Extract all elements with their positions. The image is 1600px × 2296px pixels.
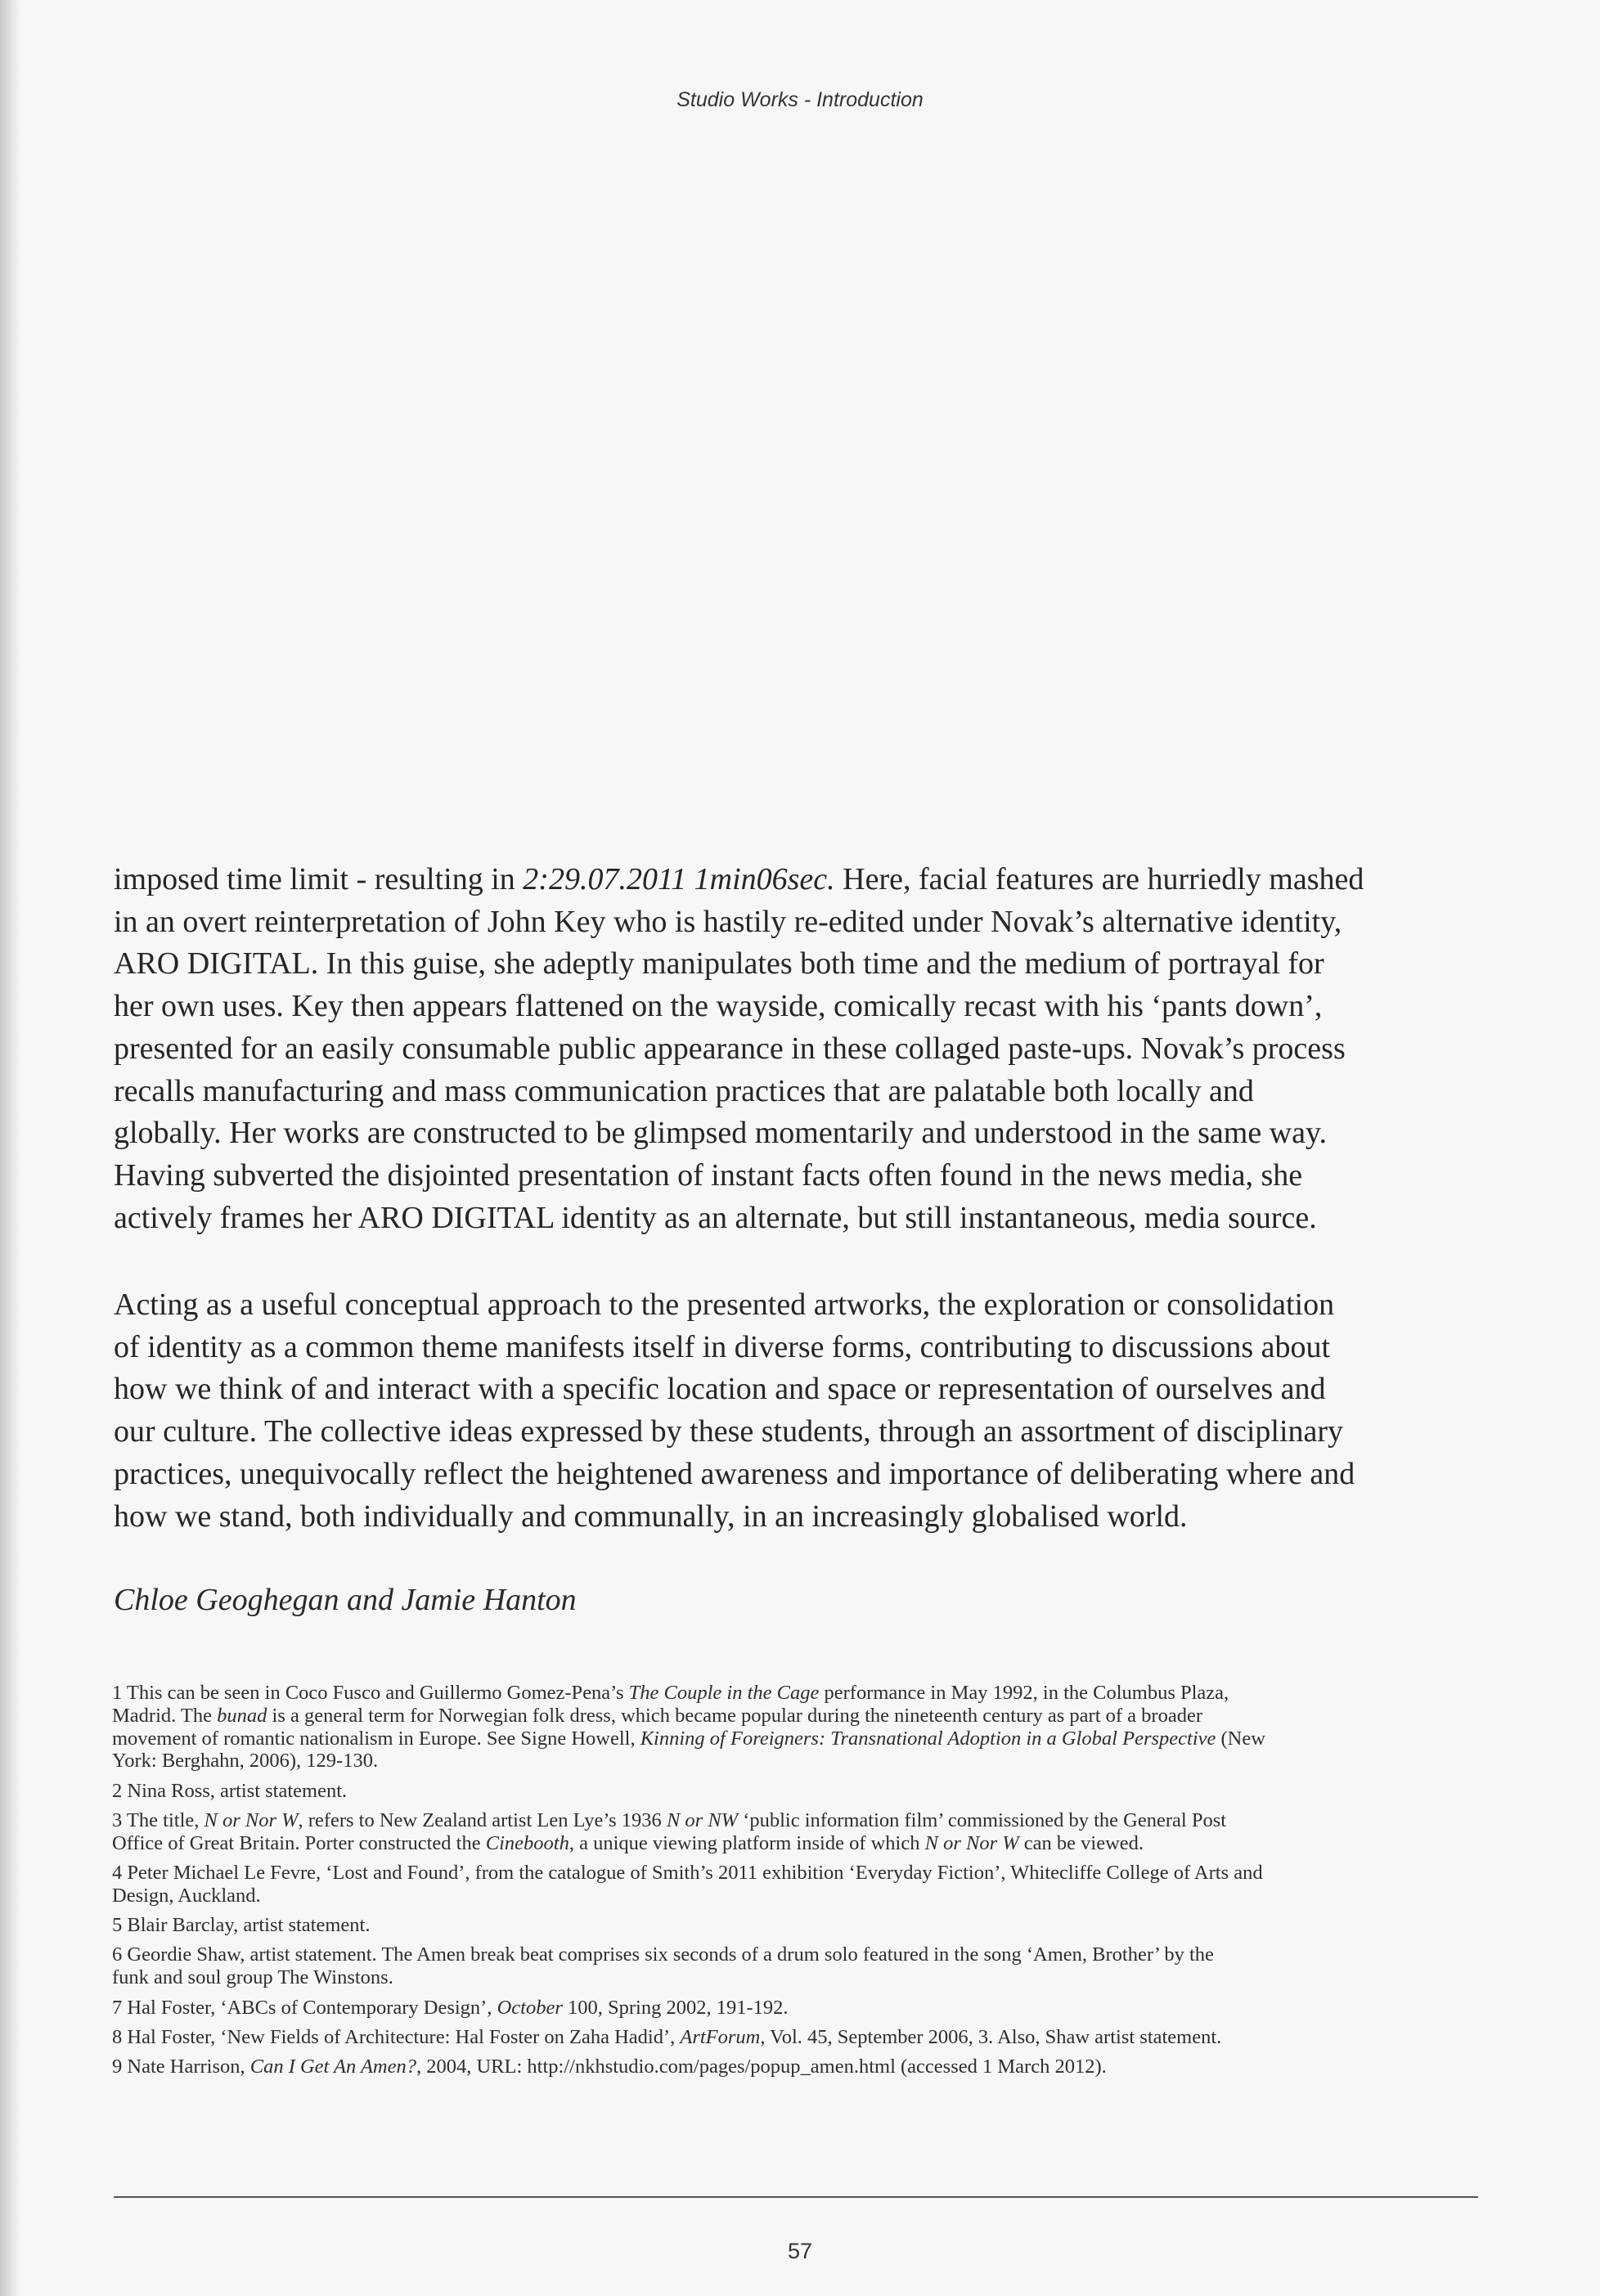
text-line: imposed time limit - resulting in 2:29.07.2011 1min06sec. Here, facial features are hurriedly mashed — [114, 862, 1364, 896]
footnote-line: Design, Auckland. — [112, 1884, 261, 1907]
footnote-line: funk and soul group The Winstons. — [112, 1966, 393, 1989]
text-line: Acting as a useful conceptual approach to the presented artworks, the exploration or consolidation — [114, 1287, 1335, 1322]
footnote-line: 7 Hal Foster, ‘ABCs of Contemporary Design’, October 100, Spring 2002, 191-192. — [112, 1996, 789, 2019]
footnote-3 — [112, 1809, 1486, 1855]
footnote-line: 8 Hal Foster, ‘New Fields of Architecture: Hal Foster on Zaha Hadid’, ArtForum, Vol. 45, September 2006, 3. Also, Shaw artist statement. — [112, 2025, 1222, 2048]
text-line: recalls manufacturing and mass communication practices that are palatable both locally and — [114, 1073, 1254, 1108]
author-signature: Chloe Geoghegan and Jamie Hanton — [114, 1583, 577, 1617]
text-line: in an overt reinterpretation of John Key who is hastily re-edited under Novak’s alternative identity, — [114, 904, 1342, 939]
footnote-6 — [112, 1943, 1486, 1989]
page-number: 57 — [787, 2239, 813, 2263]
footnote-line: York: Berghahn, 2006), 129-130. — [112, 1750, 379, 1773]
running-header: Studio Works - Introduction — [676, 88, 924, 111]
footnote-line: 1 This can be seen in Coco Fusco and Guillermo Gomez-Pena’s The Couple in the Cage performance in May 1992, in the Columbus Plaza, — [112, 1682, 1229, 1704]
footnote-line: 6 Geordie Shaw, artist statement. The Amen break beat comprises six seconds of a drum solo featured in the song ‘Amen, Brother’ by the — [112, 1943, 1214, 1966]
footnote-line: 9 Nate Harrison, Can I Get An Amen?, 2004, URL: http://nkhstudio.com/pages/popup_amen.html (accessed 1 March 2012). — [112, 2056, 1107, 2078]
footnote-line: 3 The title, N or Nor W, refers to New Zealand artist Len Lye’s 1936 N or NW ‘public information film’ commissioned by the General Post — [112, 1808, 1227, 1831]
text-line: Having subverted the disjointed presentation of instant facts often found in the news media, she — [114, 1157, 1303, 1193]
text-line: ARO DIGITAL. In this guise, she adeptly manipulates both time and the medium of portrayal for — [114, 946, 1324, 982]
body-paragraph-2 — [114, 1284, 1472, 1538]
footnote-5 — [112, 1914, 1486, 1937]
footnote-line: movement of romantic nationalism in Europe. See Signe Howell, Kinning of Foreigners: Transnational Adoption in a Global Perspective (New — [112, 1727, 1265, 1750]
text-line: actively frames her ARO DIGITAL identity as an alternate, but still instantaneous, media source. — [114, 1200, 1317, 1235]
text-line: presented for an easily consumable public appearance in these collaged paste-ups. Novak’s process — [114, 1031, 1346, 1066]
footnote-8 — [112, 2026, 1486, 2049]
text-line: our culture. The collective ideas expressed by these students, through an assortment of disciplinary — [114, 1414, 1344, 1449]
binding-shadow — [0, 0, 21, 2296]
text-line: of identity as a common theme manifests itself in diverse forms, contributing to discussions about — [114, 1329, 1331, 1364]
text-line: how we stand, both individually and communally, in an increasingly globalised world. — [114, 1498, 1188, 1534]
footnotes — [112, 1682, 1486, 2085]
text-line: practices, unequivocally reflect the heightened awareness and importance of deliberating where and — [114, 1456, 1355, 1491]
footnote-7 — [112, 1997, 1486, 2020]
footnote-4 — [112, 1862, 1486, 1907]
text-line: globally. Her works are constructed to be glimpsed momentarily and understood in the same way. — [114, 1116, 1328, 1151]
body-paragraph-1 — [114, 859, 1472, 1239]
text-line: how we think of and interact with a specific location and space or representation of ourselves and — [114, 1372, 1326, 1407]
footnote-line: 4 Peter Michael Le Fevre, ‘Lost and Found’, from the catalogue of Smith’s 2011 exhibition ‘Everyday Fiction’, Whitecliffe College of Arts and — [112, 1862, 1263, 1885]
footnote-line: 2 Nina Ross, artist statement. — [112, 1779, 348, 1802]
footnote-9 — [112, 2056, 1486, 2078]
footnote-line: Office of Great Britain. Porter constructed the Cinebooth, a unique viewing platform inside of which N or Nor W can be viewed. — [112, 1831, 1144, 1854]
footnote-line: 5 Blair Barclay, artist statement. — [112, 1914, 371, 1937]
footnote-2 — [112, 1780, 1486, 1803]
footer-rule — [114, 2196, 1478, 2198]
footnote-line: Madrid. The bunad is a general term for Norwegian folk dress, which became popular during the nineteenth century as part of a broader — [112, 1704, 1202, 1727]
footnote-1 — [112, 1682, 1486, 1773]
text-line: her own uses. Key then appears flattened on the wayside, comically recast with his ‘pants down’, — [114, 989, 1323, 1024]
